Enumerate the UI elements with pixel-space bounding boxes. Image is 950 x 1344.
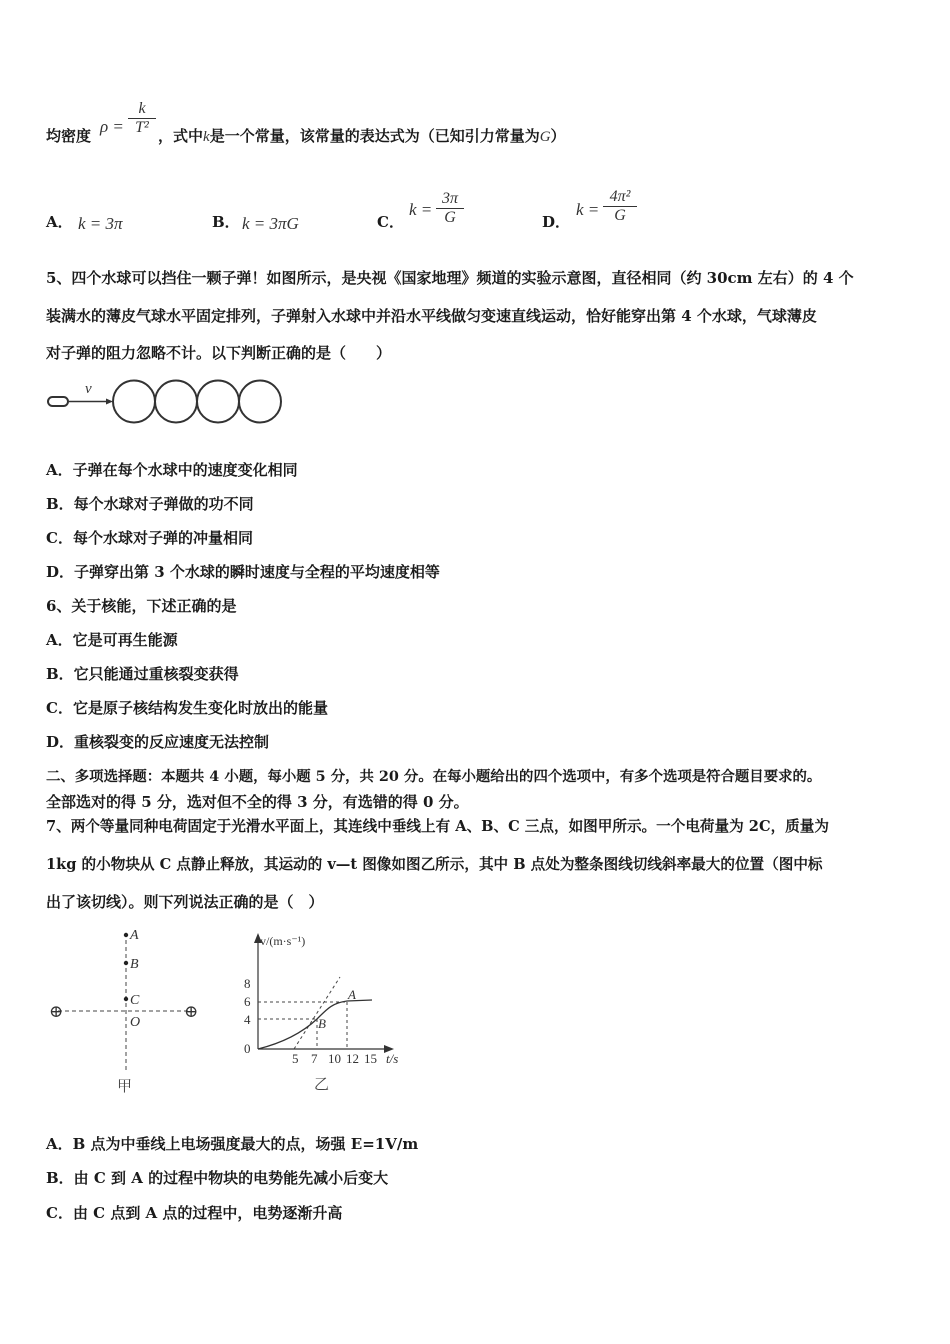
q4-option-b-label[interactable]: B．	[212, 213, 240, 231]
point-b-graph-label: B	[318, 1016, 326, 1031]
q4-option-b-expr: k = 3πG	[242, 214, 299, 233]
point-b-label: B	[130, 957, 139, 972]
q4-option-a-expr: k = 3π	[78, 214, 123, 233]
q4-option-c-fraction	[436, 190, 464, 227]
q4-rho-symbol: ρ =	[100, 117, 124, 136]
x-tick-7: 7	[311, 1051, 318, 1066]
q4-density-numerator: k	[138, 100, 146, 117]
q4-lead-text: 均密度	[46, 127, 92, 145]
q7-figure-yi	[232, 925, 422, 1095]
vt-graph	[244, 933, 398, 1066]
x-tick-15: 15	[364, 1051, 377, 1066]
q4-option-c-num: 3π	[441, 190, 458, 207]
point-o-label: O	[130, 1015, 141, 1030]
q5-option-a[interactable]: A．子弹在每个水球中的速度变化相同	[46, 461, 298, 479]
q4-density-fraction	[128, 100, 156, 137]
q4-option-a-label[interactable]: A．	[46, 213, 73, 231]
x-tick-10: 10	[328, 1051, 341, 1066]
origin-label: 0	[244, 1041, 251, 1056]
q6-option-c[interactable]: C．它是原子核结构发生变化时放出的能量	[46, 699, 328, 717]
water-ball-2	[155, 381, 197, 423]
y-axis-label: v/(m·s⁻¹)	[260, 934, 306, 948]
q4-tail-b: 是一个常量，该常量的表达式为（已知引力常量为	[209, 127, 540, 145]
q6-option-a[interactable]: A．它是可再生能源	[46, 631, 178, 649]
water-ball-1	[113, 381, 155, 423]
q5-stem-line-2: 装满水的薄皮气球水平固定排列，子弹射入水球中并沿水平线做匀变速直线运动，恰好能穿出第 4 个水球，气球薄皮	[46, 307, 817, 325]
x-tick-12: 12	[346, 1051, 359, 1066]
point-c-dot	[124, 997, 128, 1001]
q6-option-b[interactable]: B．它只能通过重核裂变获得	[46, 665, 239, 683]
velocity-label: v	[85, 381, 92, 397]
figure-yi-caption: 乙	[314, 1077, 330, 1093]
section2-heading-line-2: 全部选对的得 5 分，选对但不全的得 3 分，有选错的得 0 分。	[46, 793, 469, 811]
point-b-dot	[124, 961, 128, 965]
q4-option-c-den: G	[436, 208, 464, 227]
q5-option-c[interactable]: C．每个水球对子弹的冲量相同	[46, 529, 253, 547]
q7-option-a[interactable]: A．B 点为中垂线上电场强度最大的点，场强 E=1V/m	[46, 1135, 419, 1153]
point-a-graph-label: A	[348, 987, 356, 1002]
left-charge-icon: ⊕	[49, 1002, 64, 1021]
water-ball-3	[197, 381, 239, 423]
figure-jia-caption: 甲	[117, 1079, 133, 1095]
y-tick-8: 8	[244, 976, 251, 991]
y-tick-4: 4	[244, 1012, 251, 1027]
water-ball-4	[239, 381, 281, 423]
q4-option-d-fraction	[603, 188, 637, 225]
vt-curve	[258, 1000, 372, 1049]
q4-g-symbol: G	[539, 129, 551, 145]
point-a-dot	[124, 933, 128, 937]
q4-k-symbol: k	[203, 129, 210, 145]
q7-figure-jia	[44, 925, 214, 1095]
bullet-icon	[48, 397, 68, 406]
q4-option-c-expr: k =	[409, 200, 433, 219]
q4-option-d-num: 4π²	[609, 188, 631, 205]
point-c-label: C	[130, 993, 140, 1008]
q7-stem-line-1: 7、两个等量同种电荷固定于光滑水平面上，其连线中垂线上有 A、B、C 三点，如图甲所示。一个电荷量为 2C，质量为	[46, 818, 829, 835]
q7-stem-line-3: 出了该切线）。则下列说法正确的是（ ）	[46, 893, 324, 911]
q5-water-balls-figure	[44, 374, 289, 428]
q7-option-c[interactable]: C．由 C 点到 A 点的过程中，电势逐渐升高	[46, 1204, 343, 1222]
y-tick-6: 6	[244, 994, 251, 1009]
velocity-arrowhead-icon	[106, 399, 113, 405]
q5-option-b[interactable]: B．每个水球对子弹做的功不同	[46, 495, 254, 513]
q6-stem: 6、关于核能，下述正确的是	[46, 597, 237, 615]
q4-density-denominator: T²	[128, 118, 156, 137]
q4-stem-tail	[158, 126, 566, 147]
q5-stem-line-1: 5、四个水球可以挡住一颗子弹！如图所示，是央视《国家地理》频道的实验示意图，直径相同（约 30cm 左右）的 4 个	[46, 269, 854, 287]
x-axis-label: t/s	[386, 1051, 399, 1066]
q4-tail-a: ，式中	[158, 127, 204, 145]
q4-option-d-label[interactable]: D．	[542, 213, 571, 231]
q4-option-d-den: G	[603, 206, 637, 225]
q5-stem-line-3: 对子弹的阻力忽略不计。以下判断正确的是（ ）	[46, 344, 392, 362]
q4-stem-line	[46, 126, 91, 146]
q4-option-d-expr: k =	[576, 200, 600, 219]
x-tick-5: 5	[292, 1051, 299, 1066]
right-charge-icon: ⊕	[184, 1002, 199, 1021]
q6-option-d[interactable]: D．重核裂变的反应速度无法控制	[46, 733, 270, 751]
q7-stem-line-2: 1kg 的小物块从 C 点静止释放，其运动的 v—t 图像如图乙所示，其中 B 点处为整条图线切线斜率最大的位置（图中标	[46, 856, 823, 873]
q7-option-b[interactable]: B．由 C 到 A 的过程中物块的电势能先减小后变大	[46, 1169, 389, 1187]
q4-option-c-label[interactable]: C．	[377, 213, 404, 231]
section2-heading-line-1: 二、多项选择题：本题共 4 小题，每小题 5 分，共 20 分。在每小题给出的四个选项中，有多个选项是符合题目要求的。	[46, 768, 822, 785]
q5-option-d[interactable]: D．子弹穿出第 3 个水球的瞬时速度与全程的平均速度相等	[46, 563, 440, 581]
q4-tail-c: ）	[550, 127, 566, 145]
point-a-label: A	[130, 928, 139, 943]
